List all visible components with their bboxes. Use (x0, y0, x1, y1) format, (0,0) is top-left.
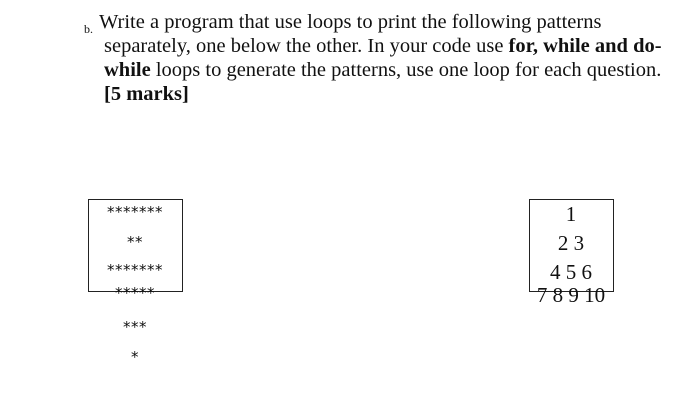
star-line-4: ***** (115, 284, 155, 302)
number-line-1: 1 (565, 202, 577, 226)
question-loops-bold: for, while and do-while (104, 35, 662, 81)
question-text (99, 10, 674, 106)
question-text-middle: loops to generate the patterns, use one loop for each question. (150, 59, 662, 81)
star-line-5: *** (123, 318, 147, 336)
question-block (84, 10, 674, 106)
question-label: b. (84, 22, 93, 36)
question-text-intro: Write a program that use loops to print the following patterns separately, one below the other. In your code use (99, 11, 602, 57)
number-line-3: 4 5 6 (550, 260, 592, 284)
star-line-3: ******* (107, 261, 163, 279)
number-line-4: 7 8 9 10 (536, 283, 606, 307)
question-marks: [5 marks] (104, 83, 189, 105)
number-line-2: 2 3 (557, 231, 585, 255)
star-line-1: ******* (107, 203, 163, 221)
star-line-2: ** (127, 233, 143, 251)
star-line-6: * (131, 348, 139, 366)
